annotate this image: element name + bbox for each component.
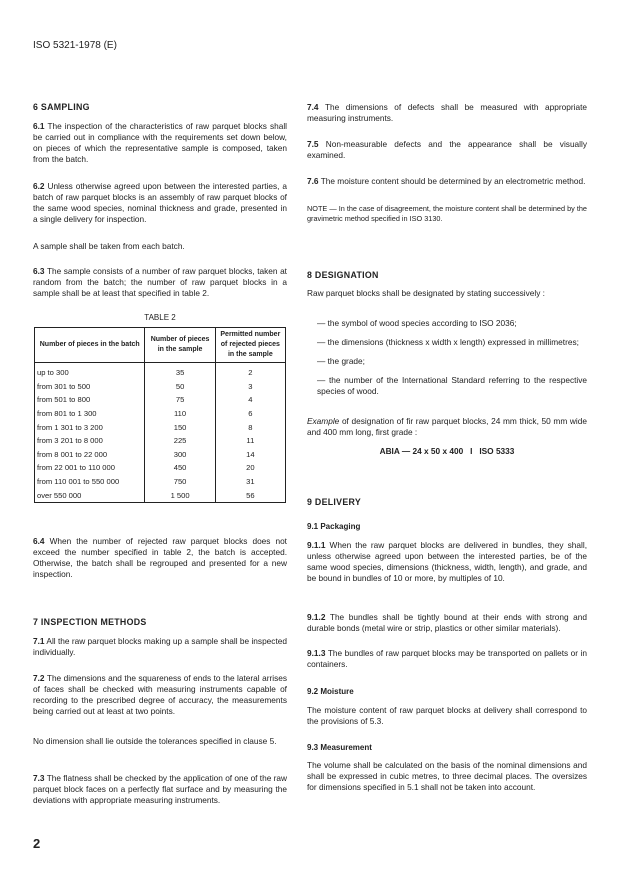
clause-9-1-2: 9.1.2 The bundles shall be tightly bound at their ends with strong and durable bonds (metal wire or strip, plastics or other similar materials). — [307, 612, 588, 633]
clause-7-5: 7.5 Non-measurable defects and the appearance shall be visually examined. — [307, 139, 588, 160]
cell-batch: up to 300 — [35, 363, 145, 380]
cell-batch: from 1 301 to 3 200 — [35, 420, 145, 434]
designation-code: ABIA — 24 x 50 x 400 I ISO 5333 — [379, 446, 515, 456]
clause-7-2: 7.2 The dimensions and the squareness of ends to the lateral arrises of faces shall be checked with measuring instruments capable of recording to the prescribed degree of accuracy, the measurements being carried out at least at two points. — [33, 673, 287, 716]
clause-7-1: 7.1 All the raw parquet blocks making up a sample shall be inspected individually. — [33, 636, 287, 657]
clause-9-1-3: 9.1.3 The bundles of raw parquet blocks may be transported on pallets or in containers. — [307, 648, 588, 669]
cell-sample: 110 — [145, 407, 215, 421]
designation-list — [307, 318, 587, 397]
cell-sample: 225 — [145, 434, 215, 448]
table-row — [35, 488, 286, 502]
cell-rejected: 31 — [215, 475, 285, 489]
list-item: — the symbol of wood species according to ISO 2036; — [317, 318, 517, 328]
col-header-sample: Number of pieces in the sample — [145, 328, 215, 363]
table-row — [35, 434, 286, 448]
cell-rejected: 56 — [215, 488, 285, 502]
clause-7-6: 7.6 The moisture content should be determined by an electrometric method. — [307, 176, 586, 186]
cell-batch: from 501 to 800 — [35, 393, 145, 407]
designation-intro: Raw parquet blocks shall be designated by stating successively : — [307, 288, 545, 298]
cell-batch: from 301 to 500 — [35, 380, 145, 394]
clause-9-2: The moisture content of raw parquet blocks at delivery shall correspond to the provisions of 5.3. — [307, 705, 587, 726]
clause-6-2: 6.2 Unless otherwise agreed upon between the interested parties, a batch of raw parquet blocks is an assembly of raw parquet blocks of the same wood species, nominal thickness and grade, presented in a single delivery for inspection. — [33, 181, 287, 224]
cell-rejected: 2 — [215, 363, 285, 380]
cell-rejected: 3 — [215, 380, 285, 394]
cell-sample: 50 — [145, 380, 215, 394]
document-header: ISO 5321-1978 (E) — [33, 40, 117, 51]
cell-rejected: 20 — [215, 461, 285, 475]
clause-7-3: 7.3 The flatness shall be checked by the application of one of the raw parquet block faces on a perfectly flat surface and by measuring the deviations with appropriate measuring instruments. — [33, 773, 288, 805]
designation-example: Example of designation of fir raw parquet blocks, 24 mm thick, 50 mm wide and 400 mm long, first grade : — [307, 416, 587, 437]
cell-sample: 1 500 — [145, 488, 215, 502]
clause-7-4: 7.4 The dimensions of defects shall be measured with appropriate measuring instruments. — [307, 102, 588, 123]
cell-sample: 150 — [145, 420, 215, 434]
cell-rejected: 14 — [215, 448, 285, 462]
clause-6-4: 6.4 When the number of rejected raw parquet blocks does not exceed the number specified in table 2, the batch is accepted. Otherwise, the batch shall be regrouped and presented for a new inspection. — [33, 536, 287, 579]
table-row — [35, 363, 286, 380]
cell-batch: from 3 201 to 8 000 — [35, 434, 145, 448]
subsection-9-3: 9.3 Measurement — [307, 743, 372, 752]
table-row — [35, 448, 286, 462]
cell-sample: 750 — [145, 475, 215, 489]
cell-rejected: 4 — [215, 393, 285, 407]
clause-6-3: 6.3 The sample consists of a number of raw parquet blocks, taken at random from the batch; the number of raw parquet blocks in a sample shall be at least that specified in table 2. — [33, 266, 287, 298]
table-row — [35, 380, 286, 394]
cell-batch: over 550 000 — [35, 488, 145, 502]
list-item: — the dimensions (thickness x width x length) expressed in millimetres; — [317, 337, 579, 347]
cell-batch: from 801 to 1 300 — [35, 407, 145, 421]
cell-rejected: 11 — [215, 434, 285, 448]
table-row — [35, 420, 286, 434]
clause-6-2-sample: A sample shall be taken from each batch. — [33, 241, 185, 251]
cell-rejected: 6 — [215, 407, 285, 421]
table-2 — [34, 327, 286, 503]
cell-sample: 35 — [145, 363, 215, 380]
table-row — [35, 407, 286, 421]
cell-batch: from 8 001 to 22 000 — [35, 448, 145, 462]
table-caption: TABLE 2 — [144, 313, 176, 322]
subsection-9-2: 9.2 Moisture — [307, 687, 354, 696]
page-number: 2 — [33, 836, 41, 851]
col-header-batch: Number of pieces in the batch — [35, 328, 145, 363]
cell-sample: 75 — [145, 393, 215, 407]
cell-sample: 450 — [145, 461, 215, 475]
cell-batch: from 110 001 to 550 000 — [35, 475, 145, 489]
section-6-title: 6 SAMPLING — [33, 102, 90, 112]
cell-rejected: 8 — [215, 420, 285, 434]
table-row — [35, 461, 286, 475]
cell-batch: from 22 001 to 110 000 — [35, 461, 145, 475]
clause-9-3: The volume shall be calculated on the basis of the nominal dimensions and shall be expressed in cubic metres, to three decimal places. The oversizes for dimensions specified in 5.1 shall not be taken into account. — [307, 760, 587, 792]
table-row — [35, 475, 286, 489]
clause-7-2-tolerance: No dimension shall lie outside the tolerances specified in clause 5. — [33, 736, 277, 746]
clause-6-1: 6.1 The inspection of the characteristics of raw parquet blocks shall be carried out in compliance with the requirements set down below, on pieces of which the representative sample is composed, taken from the batch. — [33, 121, 288, 164]
cell-sample: 300 — [145, 448, 215, 462]
list-item: — the grade; — [317, 356, 365, 366]
section-7-title: 7 INSPECTION METHODS — [33, 617, 147, 627]
subsection-9-1: 9.1 Packaging — [307, 522, 361, 531]
section-9-title: 9 DELIVERY — [307, 497, 362, 507]
note: NOTE — In the case of disagreement, the moisture content shall be determined by the gravimetric method specified in ISO 3130. — [307, 204, 587, 223]
list-item: — the number of the International Standard referring to the respective species of wood. — [317, 375, 587, 396]
section-8-title: 8 DESIGNATION — [307, 270, 379, 280]
col-header-rejected: Permitted number of rejected pieces in the sample — [215, 328, 285, 363]
table-row — [35, 393, 286, 407]
clause-9-1-1: 9.1.1 When the raw parquet blocks are delivered in bundles, they shall, unless otherwise agreed upon between the interested parties, be of the same wood species, dimensions (thickness, width, length), and grade, and be bound in bundles of 10 or more, by multiples of 10. — [307, 540, 587, 583]
